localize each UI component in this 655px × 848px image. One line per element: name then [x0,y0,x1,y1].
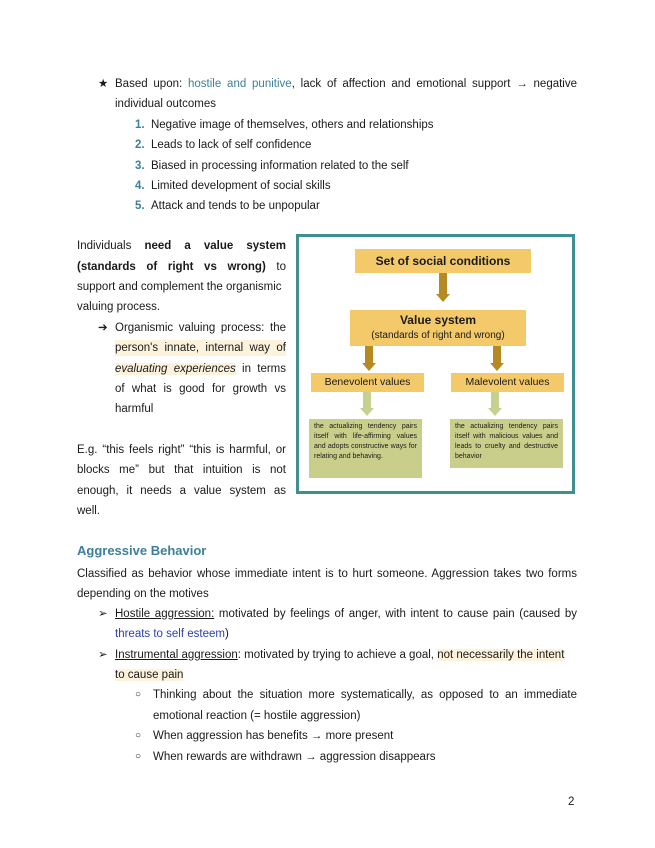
arrow-down-icon [365,346,373,363]
instrumental-sub-2: When aggression has benefits → more present [153,730,394,742]
list-item: 3. Biased in processing information related to the self [135,160,409,172]
social-conditions-box: Set of social conditions [355,249,531,273]
circle-bullet-icon: ○ [135,689,142,700]
arrow-bullet-icon: ➔ [98,322,108,334]
example-line-1: E.g. “this feels right” “this is harmful, or [77,444,286,456]
star-bullet-icon: ★ [98,78,109,90]
circle-bullet-icon: ○ [135,730,142,741]
value-system-diagram [296,234,575,494]
instrumental-sub-3: When rewards are withdrawn → aggression disappears [153,751,436,763]
benevolent-values-box: Benevolent values [311,373,424,392]
value-system-line-1: Individuals need a value system [77,240,286,252]
arrow-down-icon [363,392,371,408]
benevolent-description: the actualizing tendency pairs itself with life-affirming values and adopts constructive ways for relating and behaving. [309,419,422,478]
example-line-2: blocks me” but that intuition is not [77,464,286,476]
arrow-down-icon [491,392,499,408]
top-bullet-continuation: individual outcomes [115,98,217,110]
arrow-head-icon [362,363,376,371]
aggression-intro-line-2: depending on the motives [77,588,209,600]
organismic-line-5: harmful [115,403,154,415]
organismic-line-4: of what is good for growth vs [115,383,286,395]
value-system-line-4: valuing process. [77,301,161,313]
value-system-box [350,310,526,346]
arrow-down-icon [493,346,501,363]
organismic-line-2: person's innate, internal way of [115,342,286,354]
instrumental-aggression-line: Instrumental aggression: motivated by trying to achieve a goal, not necessarily the intent [115,649,565,661]
hostile-punitive-highlight: hostile and punitive [188,78,292,90]
aggression-intro-line-1: Classified as behavior whose immediate intent is to hurt someone. Aggression takes two forms [77,568,577,580]
triangle-bullet-icon: ➢ [98,649,108,661]
example-line-4: well. [77,505,101,517]
malevolent-values-box: Malevolent values [451,373,564,392]
list-item: 1. Negative image of themselves, others and relationships [135,119,434,131]
malevolent-description: the actualizing tendency pairs itself with malicious values and leads to cruelty and destructive behavior [450,419,563,468]
section-heading: Aggressive Behavior [77,543,207,558]
organismic-line-1: Organismic valuing process: the [115,322,286,334]
list-item: 4. Limited development of social skills [135,180,331,192]
value-system-title: Value system [399,313,477,327]
instrumental-sub-1: Thinking about the situation more systematically, as opposed to an immediate [153,689,577,701]
arrow-head-icon [490,363,504,371]
triangle-bullet-icon: ➢ [98,608,108,620]
page-number: 2 [568,796,575,808]
arrow-head-icon [488,408,502,416]
arrow-down-icon [439,273,447,294]
arrow-head-icon [436,294,450,302]
example-line-3: enough, it needs a value system as [77,485,286,497]
list-item: 5. Attack and tends to be unpopular [135,200,320,212]
list-item: 2. Leads to lack of self confidence [135,139,312,151]
top-bullet-line: Based upon: hostile and punitive, lack of affection and emotional support → negative [115,78,578,90]
instrumental-sub-1-cont: emotional reaction (= hostile aggression) [153,710,361,722]
hostile-aggression-line: Hostile aggression: motivated by feelings of anger, with intent to cause pain (caused by [115,608,577,620]
value-system-subtitle: (standards of right and wrong) [371,330,505,341]
value-system-line-3: support and complement the organismic [77,281,282,293]
circle-bullet-icon: ○ [135,751,142,762]
instrumental-aggression-cont: to cause pain [115,669,184,681]
arrow-head-icon [360,408,374,416]
organismic-line-3: evaluating experiences in terms [115,363,287,375]
hostile-aggression-cont: threats to self esteem) [115,628,229,640]
value-system-line-2: (standards of right vs wrong) to [77,261,286,273]
